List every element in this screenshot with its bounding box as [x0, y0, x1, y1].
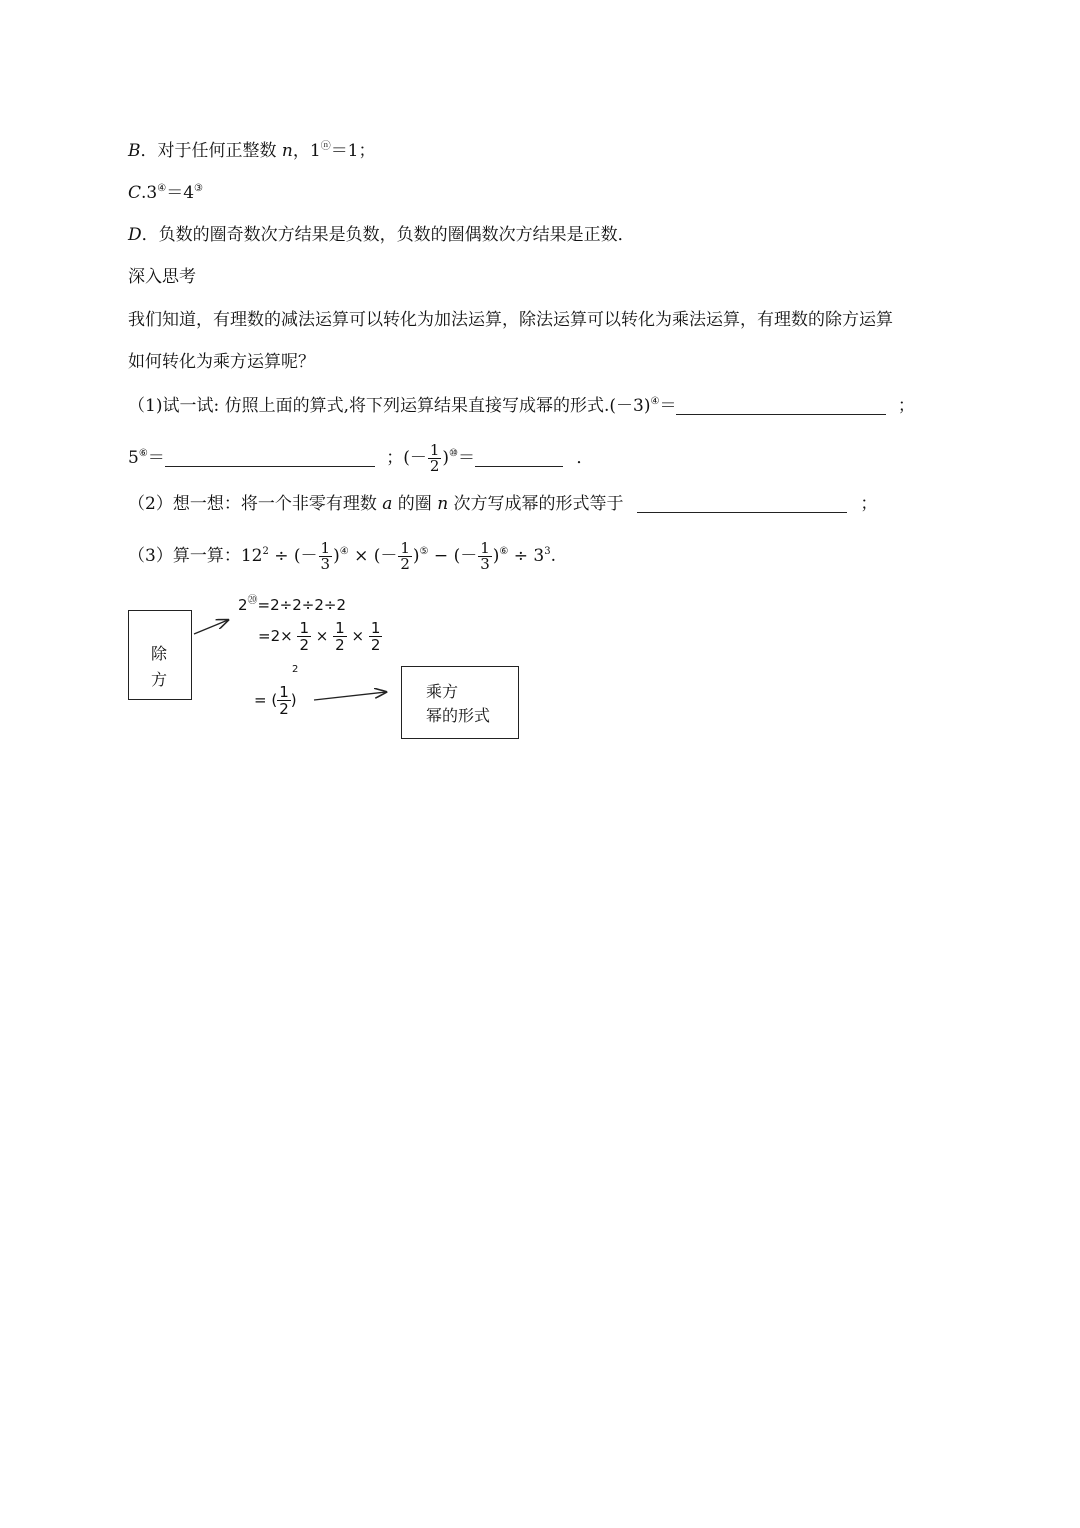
- question-2: （2）想一想：将一个非零有理数 a 的圈 n 次方写成幂的形式等于 ；: [128, 494, 878, 514]
- answer-blank[interactable]: [637, 494, 847, 513]
- expansion-row-2: =2× $\frac{1}{2}$ × $\frac{1}{2}$ × $\frac{1}{2}$: [258, 619, 381, 654]
- fraction: $\frac{1}{2}$: [335, 619, 345, 654]
- fraction: $\frac{1}{2}$: [370, 619, 381, 654]
- division-power-box: 除 方: [128, 610, 192, 700]
- option-b: B．对于任何正整数 n，1ⓝ＝1；: [128, 141, 376, 161]
- fraction: $\frac{1}{2}$: [279, 683, 289, 718]
- question-3: （3）算一算：$12^2$ ÷ (－ $\frac{1}{3}$ )④ × (－ $\frac{1}{2}$ )⑤ − (－ $\frac{1}{3}$ )$^⑥ \div 3^3$.: [128, 539, 557, 573]
- fraction: $\frac{1}{2}$: [400, 539, 410, 573]
- intro-line-2: 如何转化为乘方运算呢？: [128, 352, 315, 372]
- expansion-row-1: 2⑳=2÷2÷2÷2: [238, 595, 346, 614]
- question-1-line-1: （1)试一试: 仿照上面的算式,将下列运算结果直接写成幂的形式.(－3)④＝ ；: [128, 396, 915, 416]
- fraction: $\frac{1}{3}$: [320, 539, 331, 573]
- fraction: $\frac{1}{2}$: [429, 441, 440, 475]
- conversion-diagram: [128, 592, 520, 740]
- answer-blank[interactable]: [165, 448, 375, 467]
- fraction: $\frac{1}{3}$: [480, 539, 490, 573]
- section-heading: 深入思考: [128, 267, 196, 287]
- expansion-row-3: = ( $\frac{1}{2}$ ): [254, 683, 297, 718]
- question-1-line-2: 5⑥＝ ；(－ $\frac{1}{2}$ )⑩＝ ．: [128, 441, 594, 475]
- option-d: D．负数的圈奇数次方结果是负数，负数的圈偶数次方结果是正数．: [128, 225, 635, 245]
- answer-blank[interactable]: [475, 448, 563, 467]
- arrow-to-expansion: [194, 620, 228, 634]
- arrow-to-power-box: [314, 692, 386, 700]
- power-form-box: 乘方 幂的形式: [401, 666, 519, 739]
- fraction: $\frac{1}{2}$: [299, 619, 310, 654]
- exponent-label: 2: [292, 664, 299, 675]
- intro-line-1: 我们知道，有理数的减法运算可以转化为加法运算，除法运算可以转化为乘法运算，有理数的除方运算: [128, 310, 893, 330]
- option-c: C.3④＝4③: [128, 183, 204, 203]
- answer-blank[interactable]: [676, 396, 886, 415]
